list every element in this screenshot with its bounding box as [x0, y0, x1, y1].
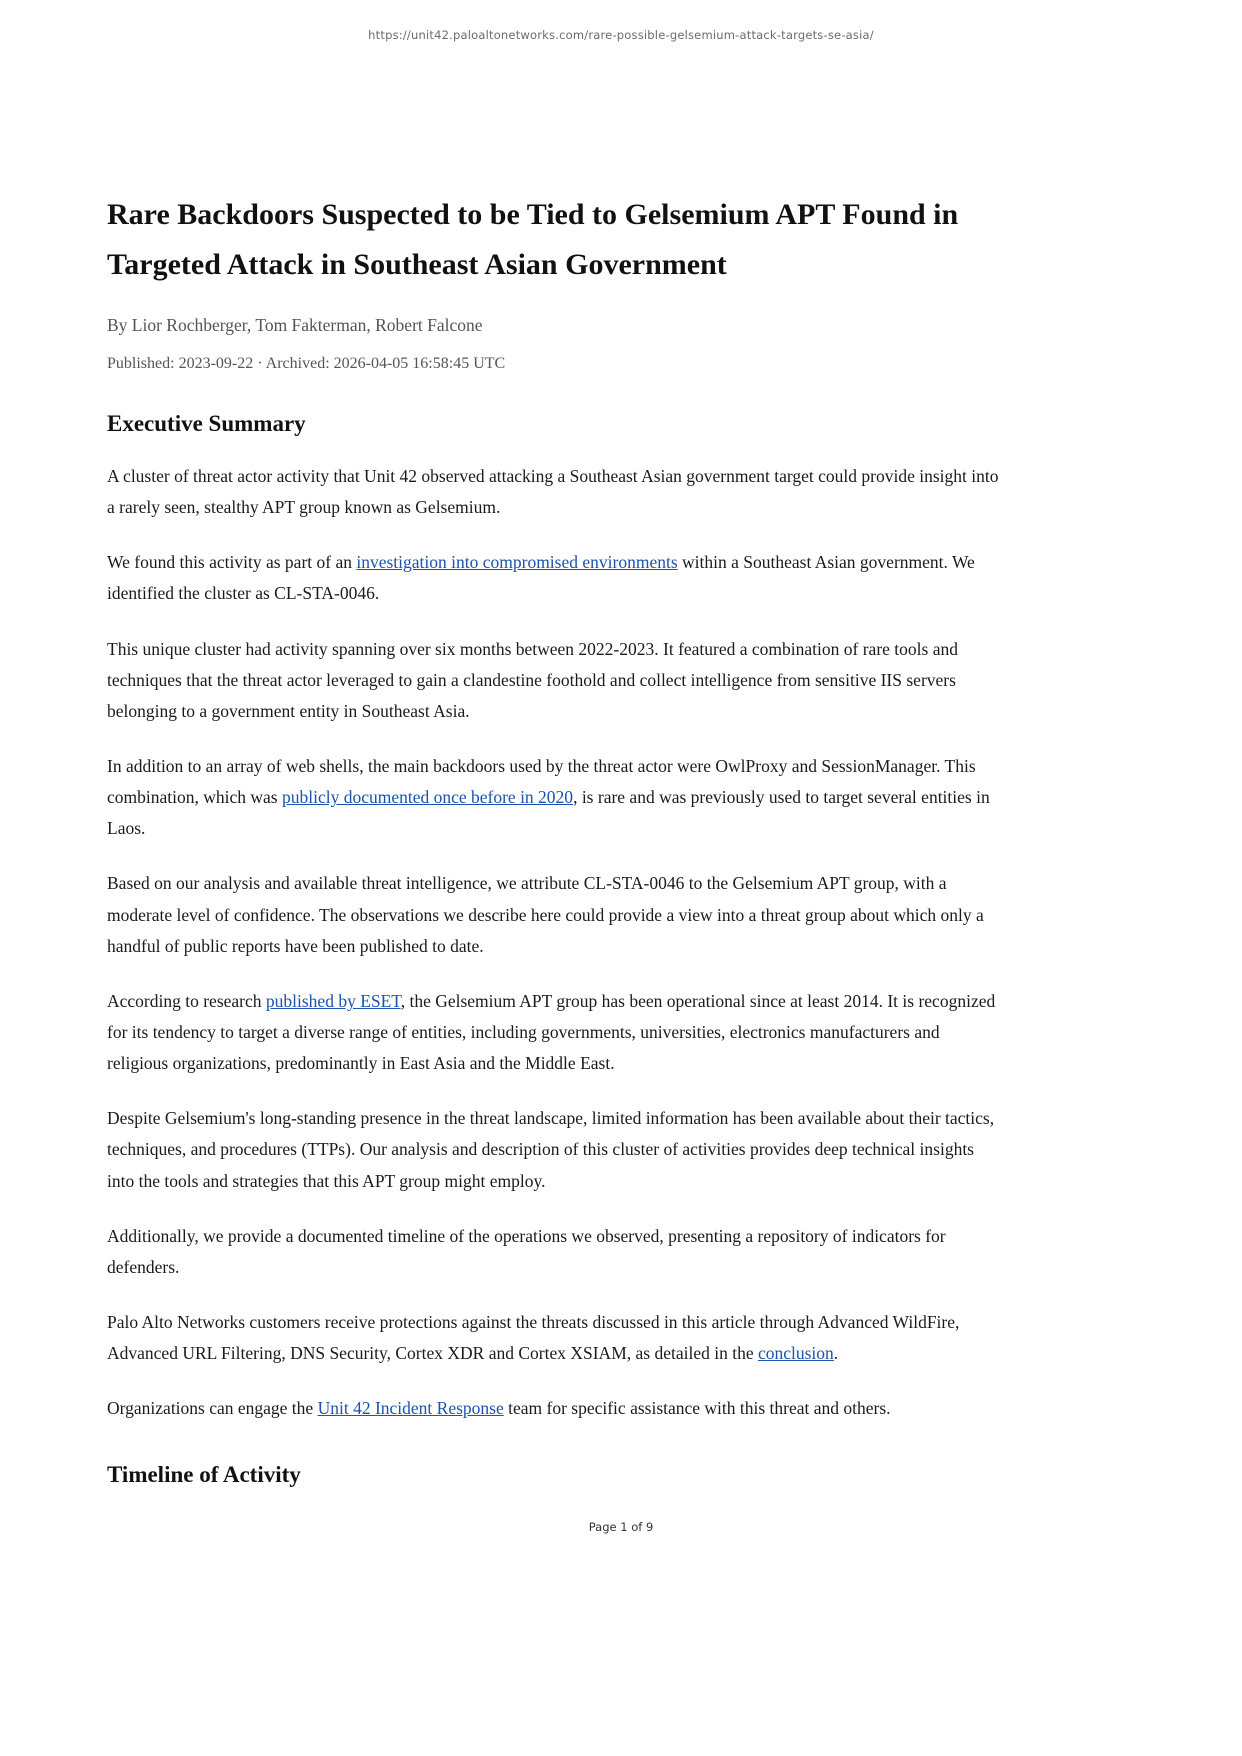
paragraph-text: team for specific assistance with this threat and others. [503, 1398, 891, 1419]
paragraph-text: A cluster of threat actor activity that Unit 42 observed attacking a Southeast Asian government target could provide insight into a rarely seen, stealthy APT group known as Gelsemium. [107, 466, 999, 518]
paragraph-p9 [107, 1307, 999, 1369]
paragraph-p8 [107, 1221, 999, 1283]
section-heading-timeline-of-activity: Timeline of Activity [107, 1462, 301, 1488]
page-url: https://unit42.paloaltonetworks.com/rare-possible-gelsemium-attack-targets-se-asia/ [368, 28, 874, 42]
link-conclusion[interactable]: conclusion [757, 1343, 834, 1364]
link-unit42-incident-response[interactable]: Unit 42 Incident Response [317, 1398, 504, 1419]
article-content [107, 42, 999, 1488]
article-byline: By Lior Rochberger, Tom Fakterman, Robert Falcone [107, 315, 483, 335]
paragraph-text: , is rare and was previously used to target several entities in Laos. [107, 787, 990, 839]
article-meta: Published: 2023-09-22 · Archived: 2026-04-05 16:58:45 UTC [107, 355, 506, 372]
paragraph-text: This unique cluster had activity spanning over six months between 2022-2023. It featured a combination of rare tools and techniques that the threat actor leveraged to gain a clandestine foothold and collect intelligence from sensitive IIS servers belonging to a government entity in Southeast Asia. [107, 638, 958, 721]
paragraph-text: Additionally, we provide a documented timeline of the operations we observed, presenting a repository of indicators for defenders. [107, 1225, 946, 1277]
link-investigation-into-compromised-environments[interactable]: investigation into compromised environments [356, 552, 678, 573]
paragraph-text: Despite Gelsemium's long-standing presence in the threat landscape, limited information has been available about their tactics, techniques, and procedures (TTPs). Our analysis and description of this cluster of activities provides deep technical insights into the tools and strategies that this APT group might employ. [107, 1108, 995, 1191]
link-published-by-eset[interactable]: published by ESET [265, 990, 401, 1011]
link-publicly-documented-once-before-2020[interactable]: publicly documented once before in 2020 [281, 787, 574, 808]
paragraph-p2 [107, 547, 999, 609]
paragraph-text: . [833, 1343, 839, 1364]
paragraph-p1 [107, 461, 999, 523]
paragraph-p5 [107, 868, 999, 961]
paragraph-p4 [107, 751, 999, 844]
paragraph-p7 [107, 1103, 999, 1196]
paragraph-text: Palo Alto Networks customers receive protections against the threats discussed in this article through Advanced WildFire, Advanced URL Filtering, DNS Security, Cortex XDR and Cortex XSIAM, as detailed in the [107, 1311, 960, 1364]
page-indicator: Page 1 of 9 [588, 1520, 654, 1534]
paragraph-p3 [107, 634, 999, 727]
paragraph-text: Organizations can engage the [107, 1398, 318, 1419]
paragraph-p6 [107, 986, 999, 1079]
section-heading-executive-summary: Executive Summary [107, 411, 306, 436]
paragraph-text: within a Southeast Asian government. We identified the cluster as CL-STA-0046. [107, 552, 975, 604]
paragraph-text: We found this activity as part of an [107, 552, 357, 573]
paragraph-text: In addition to an array of web shells, the main backdoors used by the threat actor were OwlProxy and SessionManager. This combination, which was [107, 755, 976, 808]
paragraph-text: Based on our analysis and available threat intelligence, we attribute CL-STA-0046 to the Gelsemium APT group, with a moderate level of confidence. The observations we describe here could provide a view into a threat group about which only a handful of public reports have been published to date. [107, 873, 984, 956]
paragraph-text: According to research [107, 990, 266, 1011]
article-title: Rare Backdoors Suspected to be Tied to Gelsemium APT Found in Targeted Attack in Southeast Asian Government [107, 198, 959, 281]
paragraph-p10 [107, 1393, 999, 1424]
paragraph-text: , the Gelsemium APT group has been operational since at least 2014. It is recognized for its tendency to target a diverse range of entities, including governments, universities, electronics manufacturers and religious organizations, predominantly in East Asia and the Middle East. [107, 990, 996, 1074]
